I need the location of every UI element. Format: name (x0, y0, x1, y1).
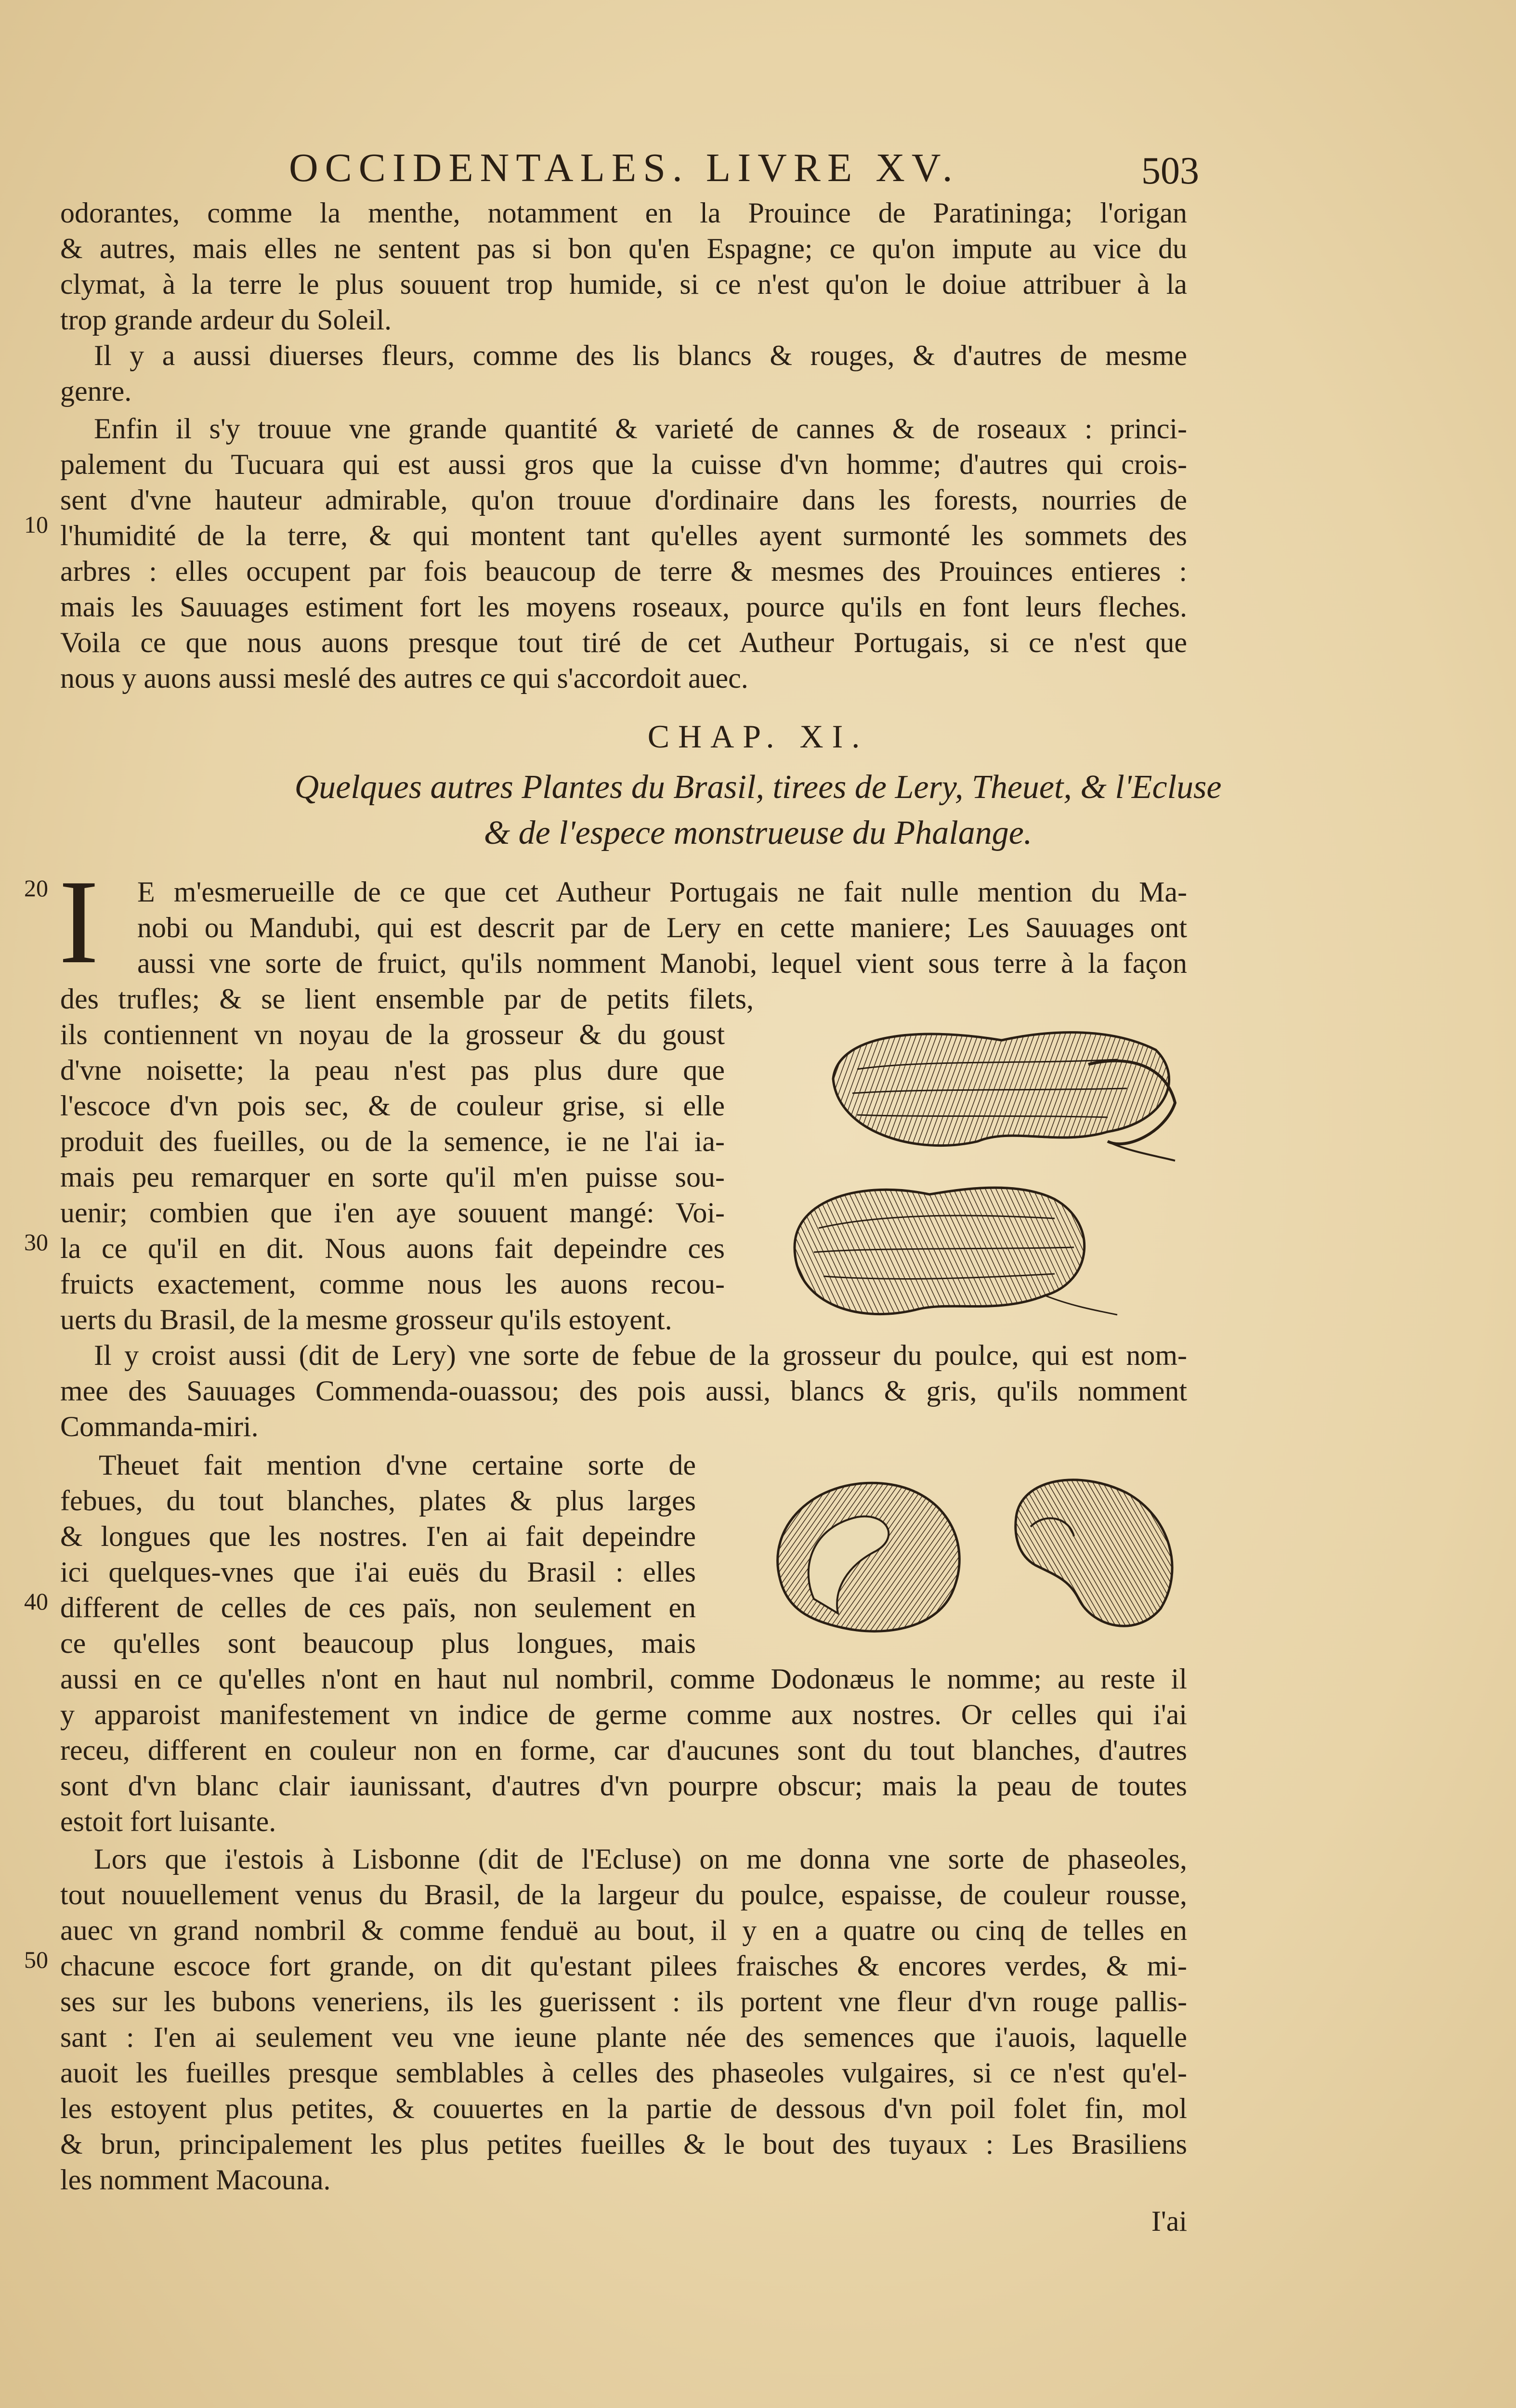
line-number-margin: 50 (24, 1946, 48, 1973)
text-line: & longues que les nostres. I'en ai fait depeindre (60, 1520, 696, 1552)
text-line: ce qu'elles sont beaucoup plus longues, mais (60, 1627, 696, 1659)
text-line: aussi vne sorte de fruict, qu'ils nomment Manobi, lequel vient sous terre à la façon (137, 947, 1187, 979)
manobi-fruit-illustration (785, 1170, 1122, 1324)
chapter-heading: CHAP. XI. (647, 718, 869, 755)
text-line: different de celles de ces païs, non seulement en (60, 1592, 696, 1623)
text-line: tout nouuellement venus du Brasil, de la largeur du poulce, espaisse, de couleur rousse, (60, 1879, 1187, 1911)
text-line: & autres, mais elles ne sentent pas si bon qu'en Espagne; ce qu'on impute au vice du (60, 233, 1187, 264)
text-line: produit des fueilles, ou de la semence, ie ne l'ai ia- (60, 1125, 725, 1157)
text-line: uenir; combien que i'en aye souuent mangé: Voi- (60, 1197, 725, 1229)
text-line: auec vn grand nombril & comme fenduë au bout, il y en a quatre ou cinq de telles en (60, 1914, 1187, 1946)
text-line: ses sur les bubons veneriens, ils les guerissent : ils portent vne fleur d'vn rouge pallis- (60, 1986, 1187, 2017)
text-line: d'vne noisette; la peau n'est pas plus dure que (60, 1054, 725, 1086)
running-title: OCCIDENTALES. LIVRE XV. (289, 145, 959, 190)
text-line: mais peu remarquer en sorte qu'il m'en puisse sou- (60, 1161, 725, 1193)
text-line: l'humidité de la terre, & qui montent tant qu'elles ayent surmonté les sommets des (60, 520, 1187, 551)
text-line: y apparoist manifestement vn indice de germe comme aux nostres. Or celles qui i'ai (60, 1699, 1187, 1730)
bean-illustration (1002, 1464, 1185, 1637)
text-line: Lors que i'estois à Lisbonne (dit de l'Ecluse) on me donna vne sorte de phaseoles, (94, 1843, 1187, 1875)
text-line: Il y a aussi diuerses fleurs, comme des lis blancs & rouges, & d'autres de mesme (94, 340, 1187, 371)
text-line: Enfin il s'y trouue vne grande quantité & varieté de cannes & de roseaux : princi- (94, 413, 1187, 445)
text-line: fruicts exactement, comme nous les auons recou- (60, 1268, 725, 1300)
catchword: I'ai (1151, 2205, 1187, 2237)
text-line: & brun, principalement les plus petites fueilles & le bout des tuyaux : Les Brasiliens (60, 2128, 1187, 2160)
text-line: Voila ce que nous auons presque tout tiré de cet Autheur Portugais, si ce n'est que (60, 627, 1187, 658)
text-line: sant : I'en ai seulement veu vne ieune plante née des semences que i'auois, laquelle (60, 2021, 1187, 2053)
text-line: nobi ou Mandubi, qui est descrit par de Lery en cette maniere; Les Sauuages ont (137, 912, 1187, 943)
text-line: auoit les fueilles presque semblables à celles des phaseoles vulgaires, si ce n'est qu'el- (60, 2057, 1187, 2089)
text-line: arbres : elles occupent par fois beaucoup de terre & mesmes des Prouinces entieres : (60, 555, 1187, 587)
text-line: trop grande ardeur du Soleil. (60, 304, 392, 336)
text-line: chacune escoce fort grande, on dit qu'estant pilees fraisches & encores verdes, & mi- (60, 1950, 1187, 1982)
text-line: Il y croist aussi (dit de Lery) vne sorte de febue de la grosseur du poulce, qui est nom- (94, 1339, 1187, 1371)
text-line: Commanda-miri. (60, 1411, 259, 1442)
text-line: palement du Tucuara qui est aussi gros que la cuisse d'vn homme; d'autres qui crois- (60, 448, 1187, 480)
text-line: les estoyent plus petites, & couuertes en la partie de dessous d'vn poil folet fin, mol (60, 2093, 1187, 2124)
text-line: febues, du tout blanches, plates & plus larges (60, 1485, 696, 1517)
text-line: sent d'vne hauteur admirable, qu'on trouue d'ordinaire dans les forests, nourries de (60, 484, 1187, 516)
bean-illustration (761, 1469, 973, 1642)
text-line: la ce qu'il en dit. Nous auons fait depeindre ces (60, 1232, 725, 1264)
text-line: genre. (60, 375, 132, 407)
text-line: estoit fort luisante. (60, 1806, 276, 1837)
text-line: l'escoce d'vn pois sec, & de couleur grise, si elle (60, 1090, 725, 1122)
text-line: receu, different en couleur non en forme, car d'aucunes sont du tout blanches, d'autres (60, 1734, 1187, 1766)
text-line: aussi en ce qu'elles n'ont en haut nul nombril, comme Dodonæus le nomme; au reste il (60, 1663, 1187, 1695)
page-number: 503 (1141, 150, 1199, 192)
text-line: ils contiennent vn noyau de la grosseur & du goust (60, 1019, 725, 1050)
drop-cap: I (59, 855, 99, 989)
text-line: nous y auons aussi meslé des autres ce qui s'accordoit auec. (60, 662, 748, 694)
chapter-subtitle: Quelques autres Plantes du Brasil, tirees de Lery, Theuet, & l'Ecluse (294, 769, 1222, 806)
line-number-margin: 30 (24, 1229, 48, 1256)
line-number-margin: 20 (24, 875, 48, 902)
text-line: uerts du Brasil, de la mesme grosseur qu'ils estoyent. (60, 1304, 672, 1335)
text-line: mais les Sauuages estiment fort les moyens roseaux, pource qu'ils en font leurs fleches. (60, 591, 1187, 623)
text-line: des trufles; & se lient ensemble par de petits filets, (60, 983, 754, 1015)
manobi-fruit-illustration (819, 1007, 1185, 1165)
text-line: mee des Sauuages Commenda-ouassou; des pois aussi, blancs & gris, qu'ils nomment (60, 1375, 1187, 1407)
text-line: ici quelques-vnes que i'ai euës du Brasil : elles (60, 1556, 696, 1588)
text-line: les nomment Macouna. (60, 2164, 331, 2196)
line-number-margin: 10 (24, 511, 48, 538)
text-line: Theuet fait mention d'vne certaine sorte de (99, 1449, 696, 1481)
line-number-margin: 40 (24, 1588, 48, 1615)
text-line: clymat, à la terre le plus souuent trop humide, si ce n'est qu'on le doiue attribuer à la (60, 268, 1187, 300)
chapter-subtitle: & de l'espece monstrueuse du Phalange. (484, 814, 1032, 851)
text-line: sont d'vn blanc clair iaunissant, d'autres d'vn pourpre obscur; mais la peau de toutes (60, 1770, 1187, 1802)
text-line: E m'esmerueille de ce que cet Autheur Portugais ne fait nulle mention du Ma- (137, 876, 1187, 908)
text-line: odorantes, comme la menthe, notamment en la Prouince de Paratininga; l'origan (60, 197, 1187, 229)
